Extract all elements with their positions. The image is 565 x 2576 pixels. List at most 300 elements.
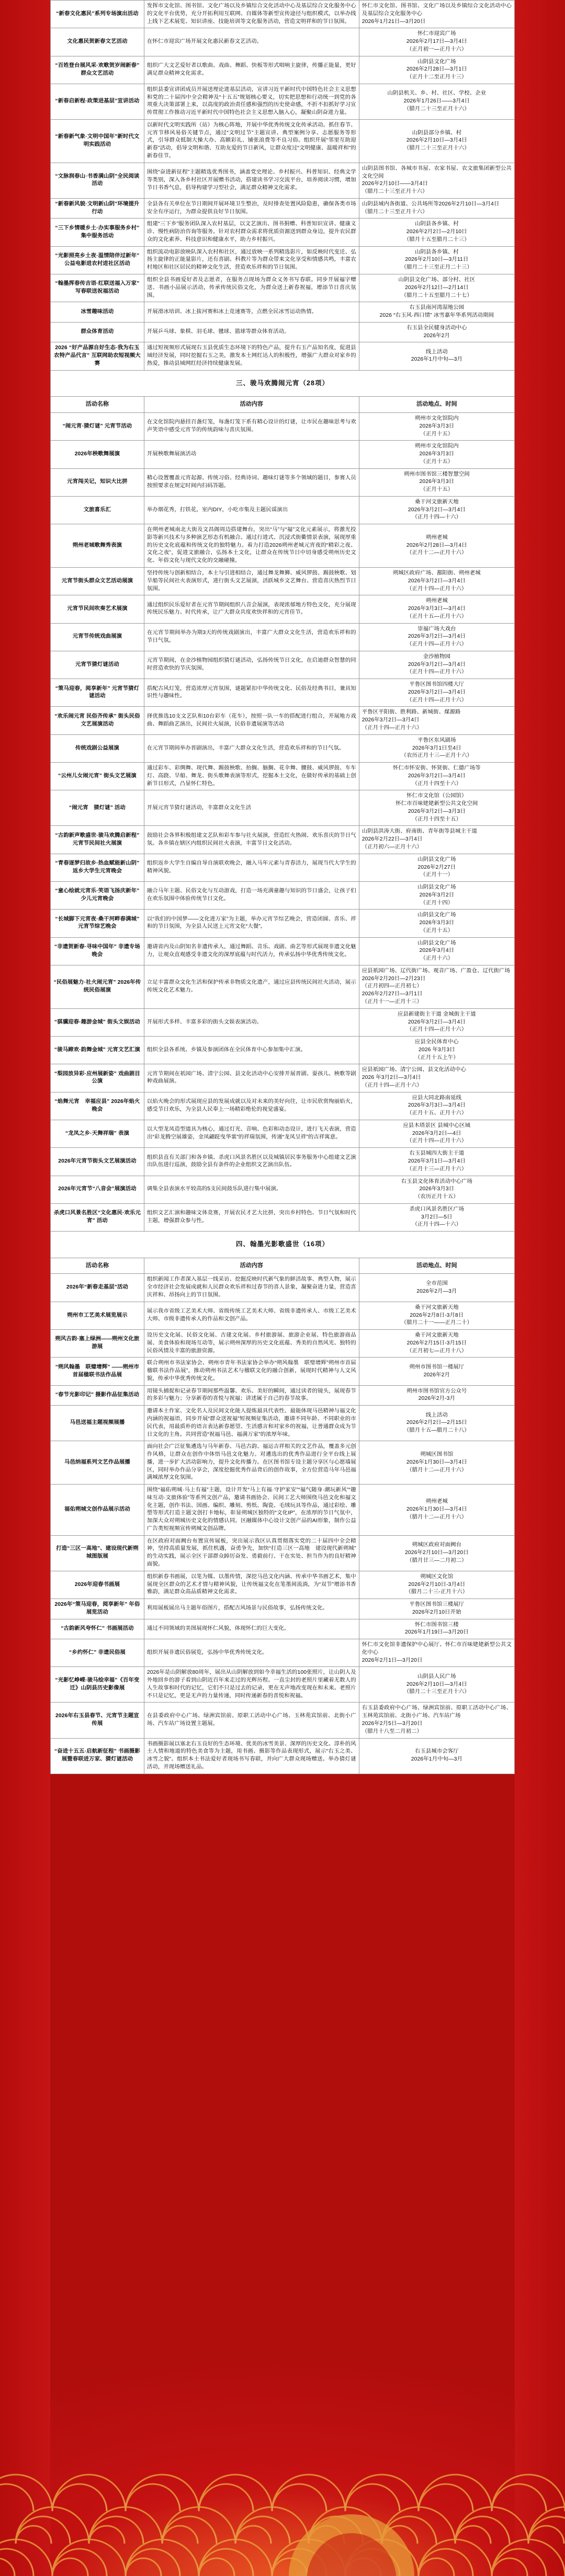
activity-content: 组织县委宣讲团成员开展送理论进基层活动，宣讲习近平新时代中国特色社会主义思想和党的二十届四中全会精神及“十五五”规划核心要义，切实把思想和行动统一到党的各项重大决策部署上来，以高度的政治责任感和强烈的历史使命感，不折不扣抓好学习宣传贯彻工作推动习近平新时代中国特色社会主义思想入脑入心，凝聚山阴奋进力量。: [144, 84, 359, 119]
place-time-line: 山阴县文化广场、部分村、社区: [398, 277, 476, 283]
place-time-line: 2026 年3月2日—3月4日: [361, 1075, 421, 1081]
place-time-line: 右玉县全民健身活动中心: [406, 325, 467, 331]
gold-wave-pattern: [0, 2404, 565, 2576]
column-header-row: [51, 397, 515, 413]
column-header-2: 活动地点、时间: [359, 1258, 514, 1274]
place-time-line: 2026年3月2日—3月4日: [408, 578, 466, 584]
activity-name: “新春文化惠民”系列专场演出活动: [51, 1, 144, 28]
place-time-line: 应县木塔景区 县城中心区域: [403, 1122, 471, 1129]
activity-content: 组建“三下乡”服务团队深入农村基层，以文艺演出、图书捐赠、科普知识宣讲、健康义诊、慢性病防治咨询等服务。针对农村群众需求将优质资源送到群众身边，提升农民群众的文化素养、科技意识和健康水平，助力乡村振兴。: [144, 218, 359, 246]
place-time-line: 2026年2月17日—3月4日: [406, 39, 467, 45]
place-time-line: （腊月二十三至正月十六）: [361, 189, 428, 195]
activity-name: 2026年“新春走基层”活动: [51, 1274, 144, 1302]
place-time-line: 朔城区文化馆: [420, 1573, 454, 1580]
activity-row: [51, 1, 515, 28]
place-time-line: 2026年2月27日—3月1日: [361, 991, 423, 997]
activity-content: 面向社会广泛征集遴选与马年新春、马邑古韵、福运吉祥相关的文艺作品，覆盖多元创作风格，让群众在创作中体悟马邑文化魅力。对遴选出的优秀作品进行全平台线上展播，进一步扩大活动影响力，提升文化传播力。在区图书馆专设主题分享区与心愿墙展区，同时举办作品分享会，深度挖掘优秀作品背后的创作故事，全方位营造马年马邑福满城浓厚文化氛围。: [144, 1441, 359, 1485]
activity-content: 择优推选10支文艺队和10台彩车（花车），按照一队一车的搭配进行组合，开展地方戏曲、舞蹈曲艺演出，民间社火展演，民俗非遗展演等活动: [144, 707, 359, 734]
place-time-line: 2026年3月3日: [419, 1186, 455, 1192]
column-header-2: 活动地点、时间: [359, 397, 514, 413]
place-time-line: 朔城区政府广场、鄯阳街、朔州老城: [392, 570, 481, 576]
activity-name: 杀虎口风景名胜区“文化惠民·欢乐元宵” 活动: [51, 1203, 144, 1231]
activity-row: [51, 910, 515, 937]
activity-name: 福佑朔城文创作品展示活动: [51, 1485, 144, 1536]
activity-schedule-sheet: [50, 0, 515, 1774]
activity-name: 元宵闯关记，知识大比拼: [51, 468, 144, 496]
place-time-line: （正月十六）: [420, 956, 454, 962]
place-time-line: 2026年2月10日开始: [412, 1609, 461, 1615]
activity-place-time: [359, 56, 514, 84]
activity-content: 通过不同领域的美图展现怀仁风貌，体现怀仁的巨大变化。: [144, 1619, 359, 1639]
place-time-line: （腊月二十三至正月二十三）: [401, 264, 473, 271]
activity-content: 在元宵节期间举办晋剧演出，丰富广大群众文化生活，营造欢乐祥和的节日气氛。: [144, 734, 359, 762]
activity-row: [51, 1599, 515, 1619]
activity-name: “长城脚下元宵夜·桑干河畔春满城” 元宵节综艺晚会: [51, 910, 144, 937]
place-time-line: 2026年2月10日—3月4日: [406, 1681, 467, 1687]
activity-row: [51, 1738, 515, 1774]
activity-name: 2026 “好产品源自好生态·我为右玉农特产品代言” 互联网助农短视频大赛: [51, 342, 144, 370]
activity-name: “闹元宵·猜灯谜” 元宵节活动: [51, 412, 144, 440]
place-time-line: 山阴县机关、乡、村、社区、学校、企业: [387, 90, 487, 97]
place-time-line: 平鲁区东风剧场: [417, 737, 456, 743]
activity-row: [51, 965, 515, 1008]
activity-row: [51, 651, 515, 678]
activity-name: 2026年“策马迎春，阅享新年” 年俗展览活动: [51, 1599, 144, 1619]
activity-row: [51, 1703, 515, 1738]
place-time-line: （正月十四至十五）: [412, 816, 462, 822]
activity-row: [51, 937, 515, 965]
activity-row: [51, 1485, 515, 1536]
activity-row: [51, 1358, 515, 1385]
activity-content: 开展形式多样、丰富多彩的街头文娱表演活动。: [144, 1008, 359, 1036]
place-time-line: 桑干河文旅新天地: [414, 1332, 459, 1339]
place-time-line: （正月十五—正月十六）: [406, 613, 467, 619]
activity-content: 邀请省内及山阴知名非遗传承人，通过舞蹈、音乐、戏剧、曲艺等形式展现非遗文化魅力，让观众直观感受非遗文化的深厚底蕴与时代活力，传承弘扬中华优秀传统文化。: [144, 937, 359, 965]
activity-name: 传统戏剧公益展演: [51, 734, 144, 762]
bottom-glow: [0, 2304, 565, 2576]
activity-content: 展示我市省级工艺美术大师、省级传统工艺美术大师、省级非遗传承人、市级工艺美术大师、市级非遗传承人的作品和文创产品。: [144, 1302, 359, 1329]
place-time-line: 金沙植物园: [423, 653, 451, 660]
place-time-line: 桑干河文旅新天地: [414, 1304, 459, 1310]
place-time-line: 2026年2月10日—3月4日: [406, 137, 467, 144]
activity-place-time: [359, 1302, 514, 1329]
place-time-line: 2026年2月20日—2月23日: [361, 975, 426, 982]
activity-content: 通过彩车、彩绸舞、现代舞、踢鼓秧歌、抬搁、脑搁、花伞舞、腰鼓、威风锣鼓、车车灯、高跷、旱船、舞龙、街头歌舞表演等形式，挖掘本土文化，在做好传承的基础上创新节目形式，凸显怀仁特色。: [144, 763, 359, 790]
activity-row: [51, 623, 515, 651]
place-time-line: 2026年2月10日—3月20日: [404, 1549, 469, 1556]
place-time-line: （正月十四—正月十六）: [361, 725, 423, 731]
activity-place-time: [359, 1358, 514, 1385]
activity-place-time: [359, 246, 514, 274]
section-title: 四、翰墨光影歌盛世（16项）: [51, 1232, 515, 1258]
activity-row: [51, 468, 515, 496]
activity-content: 坚持传统与创新相结合，本土与引进相结合，通过舞龙舞狮、威风锣鼓、踢鼓秧歌、划旱船等民间社火表演形式，进行街头文艺展演，活跃城乡文艺舞台、营造喜庆热烈节日氛围。: [144, 568, 359, 595]
place-time-line: 2026年3月2日—3月4日: [408, 773, 466, 779]
left-red-border: [0, 0, 50, 2576]
place-time-line: 2026年1月26日——3月4日: [403, 98, 470, 105]
place-time-line: 平鲁区图书馆四楼大厅: [409, 682, 465, 688]
activity-row: [51, 734, 515, 762]
activity-content: 举办烟花秀，打铁花，室内DIY，小吃市集及主题民谣演出: [144, 496, 359, 524]
activity-content: 精心设置覆盖元宵起源、传统习俗、经典诗词、趣味灯谜等多个领域的题目，参赛人员按照要求在规定时间内扫码答题。: [144, 468, 359, 496]
place-time-line: 桑干河文旅新天地: [414, 499, 459, 505]
activity-row: [51, 1274, 515, 1302]
place-time-line: 2026年3月2日—3月3日: [408, 808, 466, 814]
place-time-line: 2026年2月28日—3月1日: [406, 66, 467, 73]
place-time-line: 朔州老城: [425, 1499, 448, 1505]
activity-name: “新春新气象·文明中国年”新时代文明实践活动: [51, 119, 144, 163]
section-title-row: [51, 1232, 515, 1258]
place-time-line: 平鲁区平阳街、胜利路、新城街、煤源路: [361, 709, 461, 716]
activity-name: “闹元宵 猜灯谜” 活动: [51, 790, 144, 826]
activity-content: 围绕“奋进新征程”主题精选优秀图书，涵盖党史理论、乡村振兴、科普知识、经典文学等类别，深入各乡村社区开展赠书活动，搭建读书学习交流平台，培养阅读习惯，增加节日书香气息，倡导构建学习型社会，满足群众精神文化需求。: [144, 163, 359, 198]
activity-name: 冰雪趣味活动: [51, 302, 144, 323]
activity-row: [51, 342, 515, 370]
place-time-line: 2026年3月2日—3月4日: [408, 689, 466, 695]
place-time-line: （腊月二十三至正月十六）: [403, 1689, 470, 1695]
place-time-line: 朔城区政府对面阙台: [412, 1542, 462, 1548]
place-time-line: 怀仁市文化馆（公园馆）: [406, 793, 467, 799]
activity-row: [51, 826, 515, 854]
activity-place-time: [359, 937, 514, 965]
place-time-line: 2026年2月10日——3月4日: [361, 181, 428, 187]
activity-content: 以大型龙凤造型道具为核心，通过灯光、音响、色彩和动态设计，进行飞天表演，营造出“彩龙腾空展雄姿，金凤翩跹曳华裳”的祥瑞氛围，传递“龙凤呈祥”的吉祥寓意。: [144, 1120, 359, 1147]
activity-content: 在朔州老城南北大街及文昌阁周边搭建舞台，突出“马”与“福”文化元素展示，将激光投影等新兴技术与多种演艺形态有机融合。通过行进式、沉浸式街衢情景表演，展现厚重的历史文化底蕴和传统文化的独特魅力。着力打造2026朔州老城元宵夜的“精彩之夜、文化之夜”，促进文旅融合，弘扬本土文化，让群众在传统节日中切身感受朔州历史文化、年俗文化与现代文化的交融碰撞。: [144, 524, 359, 568]
place-time-line: 怀仁市迎宾广场: [417, 31, 456, 37]
place-time-line: 2026年3月3日: [419, 451, 455, 457]
place-time-line: 2026年1月21日—3月20日: [361, 18, 426, 25]
place-time-line: 怀仁市文化馆、图书馆、文化广场以及乡镇综合文化活动中心及基层综合文化服务中心: [361, 3, 512, 17]
activity-content: 在怀仁市迎宾广场开展文化惠民新春文艺活动。: [144, 28, 359, 56]
activity-place-time: [359, 28, 514, 56]
place-time-line: 2026年3月2日—3月4日: [408, 1019, 466, 1025]
place-time-line: 2026年3月2日—3月4日: [408, 507, 466, 513]
activity-row: [51, 524, 515, 568]
place-time-line: 2026年3月2日—3月4日: [408, 661, 466, 668]
activity-row: [51, 412, 515, 440]
place-time-line: 2026年2月8日-3月8日: [410, 1312, 464, 1318]
activity-place-time: [359, 1, 514, 28]
place-time-line: 2026年2月22日—3月4日: [361, 836, 423, 843]
place-time-line: （正月初一—正月十六）: [406, 46, 467, 52]
activity-row: [51, 763, 515, 790]
activity-place-time: [359, 1092, 514, 1120]
place-time-line: 应县祇园广场、辽代街广场、观音广场、广盈仓、辽代街广场: [361, 968, 510, 974]
place-time-line: （腊月二十三至正月十六）: [361, 209, 428, 215]
activity-row: [51, 1120, 515, 1147]
place-time-line: 2026年1月30日—3月4日: [406, 1506, 467, 1512]
activity-content: 组织流动电影放映队深入农村和社区，通过放映一系列精选影片，如反映时代变迁、弘扬主旋律的正能量影片，还有喜剧、科教片等为群众带来文化享受和情感共鸣，丰富农村地区和社区居民的精神文化生活，营造欢乐祥和的节日氛围。: [144, 246, 359, 274]
place-time-line: 朔州市图书馆一楼展厅: [409, 1364, 465, 1370]
activity-name: “文脉润春山·书香满山阴”全民阅读活动: [51, 163, 144, 198]
place-time-line: 2026年2月: [423, 1372, 450, 1378]
place-time-line: 2026年1月中旬—3月: [411, 1756, 462, 1763]
activity-name: 元宵节街头群众文艺活动展演: [51, 568, 144, 595]
place-time-line: 2026年3月3日—3月4日: [408, 606, 466, 612]
place-time-line: （正月十四至十六）: [412, 780, 462, 787]
place-time-line: 平鲁区图书馆三楼展厅: [409, 1602, 465, 1608]
activity-name: “新春启新程·政策进基层”宣讲活动: [51, 84, 144, 119]
place-time-line: （腊月二十一——正月二十）: [401, 1320, 473, 1326]
place-time-line: （正月十四—正月十六）: [406, 1027, 467, 1033]
place-time-line: 2026年1月19日—3月20日: [404, 1629, 469, 1636]
column-header-0: 活动名称: [51, 397, 144, 413]
place-time-line: 应县新建街主干道 金城街主干道: [397, 1011, 476, 1017]
activity-place-time: [359, 790, 514, 826]
activity-place-time: [359, 707, 514, 734]
place-time-line: 2026年2月—3月: [416, 1288, 457, 1294]
place-time-line: 2026年3月4日: [419, 948, 455, 954]
activity-place-time: [359, 1535, 514, 1571]
activity-row: [51, 1330, 515, 1358]
activity-content: 联合朔州市书法家协会、朔州市青年书法家协会举办“朔风翰墨 联璧增辉”朔州市首届楹联书法作品展”，推动朔州书法艺术与楹联文化的融合创新，展现时代精神与人文风貌，传承中华优秀传统文化。: [144, 1358, 359, 1385]
activity-place-time: [359, 965, 514, 1008]
activity-content: 组织文艺汇演和趣味文体竞赛，开展农民才艺大比拼，突出乡村特色、节日气氛和时代主题，增强群众参与性。: [144, 1203, 359, 1231]
place-time-line: （正月十四—正月十六）: [406, 697, 467, 703]
activity-name: 2026年元宵节街头文艺展演活动: [51, 1148, 144, 1176]
place-time-line: 山阴县图书馆、各城市书屋、农家书屋、农文旅集团新型公共文化空间: [361, 165, 512, 179]
activity-place-time: [359, 274, 514, 302]
place-time-line: 怀仁市图书馆三楼: [414, 1622, 459, 1628]
place-time-line: 2026年3月2日—4日: [412, 1130, 461, 1136]
activity-row: [51, 1619, 515, 1639]
right-red-border: [515, 0, 565, 2576]
place-time-line: （正月十四—正月十六）: [361, 1082, 423, 1088]
activity-name: “朔风翰墨 联璧增辉” ——朔州市首届楹联书法作品展: [51, 1358, 144, 1385]
place-time-line: 2026年2月2日—2月10日: [406, 229, 467, 235]
activity-place-time: [359, 412, 514, 440]
place-time-line: （正月十四—十六）: [412, 514, 462, 521]
activity-place-time: [359, 763, 514, 790]
activity-name: “焰舞元宵 幸福应县” 2026年焰火晚会: [51, 1092, 144, 1120]
activity-content: 书画摄影展以塞北右玉良好的生态环境、优美的冰雪美景、深厚的历史文化、淳朴的风土人情和地道的特色美食等为主题，用书画、摄影等作品表现形式，展示“右玉之美、冰雪之貌”。组织本土书法爱好者现场书写春联，并向广大群众现场赠送。举办猜灯谜活动，并现场赠送礼品。: [144, 1738, 359, 1774]
place-time-line: 右玉县城四大街主干道: [409, 1151, 465, 1157]
place-time-line: （腊月十二—正月十六）: [406, 1514, 467, 1520]
activity-name: “民俗展魅力·社火闹元宵” 2026年传统民俗展演: [51, 965, 144, 1008]
place-time-line: 2026年3月3日: [419, 423, 455, 429]
activity-place-time: [359, 1037, 514, 1064]
activity-place-time: [359, 568, 514, 595]
activity-place-time: [359, 441, 514, 468]
activity-content: 邀请本土作家、文化名人及民间文化能人提炼最具代表性、最能体现马邑精神与福文化内涵的祝福语，同步开展“群众送祝福”短视频征集活动，邀请不同年龄、不同职业的市民代表，用最质朴的语言表达新春愿望、生活感言和对家乡的祝福，让普通群众成为节日文化的主角。共同营造“祝福马邑、福满万家”的浓厚年味。: [144, 1406, 359, 1441]
activity-row: [51, 882, 515, 910]
place-time-line: 2026年2月12日—2月14日: [404, 284, 469, 291]
activity-place-time: [359, 84, 514, 119]
place-time-line: （腊月廿三—二月初二）: [406, 1557, 467, 1563]
activity-content: 用镜头捕捉和记录春节期间那些温馨、欢乐、美好的瞬间，通过读者的镜头，展现春节的多彩与魅力；分享新春的喜悦与祝福；讲述属于自己的春节故事。: [144, 1385, 359, 1406]
activity-content: 利用展板展出马主题年俗图片，搭配古风场景与民俗故事，弘扬传统文化。: [144, 1599, 359, 1619]
place-time-line: 线上活动: [425, 349, 448, 355]
activity-place-time: [359, 679, 514, 707]
activity-place-time: [359, 1148, 514, 1176]
activity-row: [51, 1385, 515, 1406]
activity-content: 组织返乡大学生自编自导自演联欢晚会，融入马年元素与青春活力，展现当代大学生的精神风貌。: [144, 854, 359, 881]
activity-name: 打造“三区一高地”、建设现代新朔城图版展: [51, 1535, 144, 1571]
activity-place-time: [359, 496, 514, 524]
place-time-line: 2026年2月: [423, 332, 450, 339]
place-time-line: （正月十五、正月十六）: [406, 1110, 467, 1117]
activity-name: “三下乡情暖乡土·办实事服务乡村”集中服务活动: [51, 218, 144, 246]
activity-content: 鼓励社会各界积极组建文艺队和彩车参与社火展演，营造红火热闹、欢乐喜庆的节日气氛。各乡镇在辖区内组织民间社火表演，丰富节日文化活动。: [144, 826, 359, 854]
activity-name: 文旅喜乐汇: [51, 496, 144, 524]
place-time-line: 朔州市图书馆官方公众号: [406, 1388, 467, 1394]
place-time-line: （正月初六—正月十六）: [361, 844, 423, 850]
activity-row: [51, 568, 515, 595]
activity-content: 开展元宵节猜灯谜活动，丰富群众文化生活: [144, 790, 359, 826]
place-time-line: 2026年3月1日—3月4日: [408, 1158, 466, 1164]
place-time-line: 线上活动: [425, 1412, 448, 1418]
place-time-line: （腊月二十三-正月十六）: [405, 1589, 468, 1595]
activity-row: [51, 1092, 515, 1120]
activity-place-time: [359, 1274, 514, 1302]
activity-name: 马邑送福主题视频展播: [51, 1406, 144, 1441]
activity-row: [51, 1406, 515, 1441]
activity-name: “非遗贺新春·寻味中国年” 非遗专场晚会: [51, 937, 144, 965]
place-time-line: 2026年3月3日: [419, 479, 455, 485]
place-time-line: 怀仁市怀安街、怀贤街、仁德广场等: [392, 765, 481, 772]
activity-place-time: [359, 1385, 514, 1406]
activity-place-time: [359, 1485, 514, 1536]
section-title-row: [51, 370, 515, 397]
activity-row: [51, 1064, 515, 1092]
place-time-line: 右玉县文化体育活动中心广场: [401, 1178, 473, 1184]
place-time-line: 全市范围: [425, 1280, 448, 1286]
place-time-line: 右玉县委政府中心广场、绿洲宾馆前、原职工活动中心广场、玉林苑宾馆前、北街小广场、汽车站广场: [361, 1705, 512, 1719]
column-header-row: [51, 1258, 515, 1274]
activity-place-time: [359, 302, 514, 323]
activity-row: [51, 302, 515, 323]
place-time-line: 山阴县部分乡镇、村: [412, 130, 462, 136]
place-time-line: （正月十二—正月十六）: [406, 550, 467, 556]
activity-row: [51, 1667, 515, 1703]
activity-name: 2026年迎春书画展: [51, 1571, 144, 1598]
activity-place-time: [359, 1176, 514, 1203]
activity-name: 朔州老城歌舞秀表演: [51, 524, 144, 568]
place-time-line: （正月十五）: [420, 431, 454, 437]
activity-place-time: [359, 163, 514, 198]
place-time-line: 2026年3月2日—3月4日: [408, 634, 466, 640]
activity-place-time: [359, 468, 514, 496]
place-time-line: （正月初七—正月十八）: [406, 1348, 467, 1354]
place-time-line: 2026年2月28日—3月4日: [406, 542, 467, 548]
place-time-line: 朔州老城: [425, 534, 448, 540]
activity-row: [51, 854, 515, 881]
activity-name: 马邑纳福系列文艺作品展播: [51, 1441, 144, 1485]
activity-name: 2026年元宵节“八音会”展演活动: [51, 1176, 144, 1203]
activity-name: 2026年右玉县春节、元宵节主题宣传展: [51, 1703, 144, 1738]
activity-content: 开展秧歌舞展演活动: [144, 441, 359, 468]
activity-content: 组织全县书画爱好者及志愿者，在服务点现场为群众义务书写春联。同步开展福字赠送、书画小品展示活动，传承传统民俗文化，为群众送上新春祝福，增添节日喜庆氛围。: [144, 274, 359, 302]
activity-row: [51, 441, 515, 468]
activity-place-time: [359, 1441, 514, 1485]
place-time-line: 2026年3月3日—3月4日: [408, 1102, 466, 1109]
activity-row: [51, 1302, 515, 1329]
place-time-line: （农历正月十五）: [414, 1194, 459, 1200]
place-time-line: （正月十二至正月十三）: [406, 74, 467, 80]
place-time-line: （腊月十二—正月十六）: [406, 1467, 467, 1473]
place-time-line: （正月初四—正月初七）: [361, 983, 423, 990]
activity-place-time: [359, 1667, 514, 1703]
activity-place-time: [359, 1330, 514, 1358]
place-time-line: （正月十四—正月十六）: [406, 669, 467, 675]
activity-row: [51, 496, 515, 524]
activity-row: [51, 1037, 515, 1064]
place-time-line: （腊月十五至腊月二十三）: [403, 236, 470, 243]
activity-place-time: [359, 826, 514, 854]
activity-place-time: [359, 623, 514, 651]
activity-place-time: [359, 1008, 514, 1036]
activity-place-time: [359, 1703, 514, 1738]
activity-content: 立足丰富群众文化生活和保护传承非物质文化遗产，通过应县传统民间社火活动，展示传统文化艺术魅力。: [144, 965, 359, 1008]
place-time-line: 右玉县城市会客厅: [414, 1749, 459, 1755]
activity-row: [51, 1535, 515, 1571]
activity-content: 组织新闻工作者深入基层一线采访、挖掘反映时代新气象的鲜活故事、典型人物，展示全市经济社会发展成就和人民群众欢乐祥和过春节的喜人景象，凝聚奋进力量，营造喜庆祥和、昂扬向上的节日氛围。: [144, 1274, 359, 1302]
place-time-line: 山阴县文化广场: [417, 884, 456, 891]
activity-name: “青春逐梦归故乡·热血赋能新山阴” 返乡大学生元宵晚会: [51, 854, 144, 881]
place-time-line: （正月十四—正月十六）: [406, 641, 467, 648]
activity-content: 组织全县各系统、乡镇及参演团体在全民体育中心参加集中汇演。: [144, 1037, 359, 1064]
activity-name: “骐骥迎春·趣游金城” 街头文娱活动: [51, 1008, 144, 1036]
place-time-line: 2026 “右玉风·西口情” 冰雪嘉年华系列活动期间: [379, 313, 494, 319]
activity-place-time: [359, 1203, 514, 1231]
place-time-line: 2026年2月10日-3月4日: [408, 1581, 466, 1588]
activity-content: 元宵节期间，在金沙植物园组织猜灯谜活动，弘扬传统节日文化，在启迪群众智慧的同时营造欢快的节庆氛围。: [144, 651, 359, 678]
activity-content: 在文化馆院内悬挂百盏灯笼，每盏灯笼下系有精心设计的灯谜，让市民在趣味思考与欢声笑语中感受元宵节的传统韵味与喜庆氛围。: [144, 412, 359, 440]
activity-place-time: [359, 1738, 514, 1774]
activity-content: 组织县直有关部门和各乡镇、杀虎口风景名胜区以及城镇居民事务服务中心组建文艺演出队伍进行巡演，鼓励全县有条件的企业组织文艺演出队伍。: [144, 1148, 359, 1176]
place-time-line: 山阴县文化广场: [417, 856, 456, 862]
activity-name: “百姓登台展风采·欢歌贺岁闹新春”群众文艺活动: [51, 56, 144, 84]
activity-name: “梨园放异彩·应州展新姿” 戏曲剧目公演: [51, 1064, 144, 1092]
activity-name: 朔州市工艺美术展览展示: [51, 1302, 144, 1329]
place-time-line: 2026年2月2日—2月15日: [406, 1420, 467, 1426]
activity-content: 通过组织民乐爱好者在元宵节期间组织八音会展演，表现浓郁地方特色文化，充分展现传统民乐魅力、时代传承，让广大群众共度欢快祥和的元宵佳节。: [144, 595, 359, 623]
activity-content: 在元宵节期间举办为期3天的传统戏剧演出，丰富广大群众文化生活，营造欢乐祥和的节日气氛。: [144, 623, 359, 651]
column-header-1: 活动内容: [144, 1258, 359, 1274]
activity-row: [51, 1148, 515, 1176]
activity-content: 设历史文化展、民俗文化展、古建文化展、乡村旅游展、旅游企业展、特色旅游商品展、美食体验和现场互动等，展示朔州深厚的历史文化底蕴、秀美的自然风光、独特的民俗风情及丰富的旅游资源。: [144, 1330, 359, 1358]
activity-row: [51, 246, 515, 274]
place-time-line: 2026年2月15日-3月15日: [406, 1340, 467, 1346]
place-time-line: 3月2日—5日: [421, 1214, 453, 1220]
place-time-line: （正月十五）: [420, 458, 454, 465]
activity-name: “翰墨挥春传吉语·红联送福入万家”写春联送祝福活动: [51, 274, 144, 302]
activity-content: 元宵节期间在祇园广场、清宁公园、县文化活动中心安排开展晋剧、耍孩儿、秧歌等剧种戏曲展演。: [144, 1064, 359, 1092]
activity-row: [51, 790, 515, 826]
place-time-line: 崇福广场大戏台: [417, 626, 456, 632]
place-time-line: 山阴县文化广场: [417, 59, 456, 65]
place-time-line: （腊月十五—腊月二十八）: [403, 1428, 470, 1434]
section-title: 三、骏马欢腾闹元宵（28项）: [51, 370, 515, 397]
activity-row: [51, 28, 515, 56]
activity-name: “奋进十五五·启航新征程” 书画摄影展暨春联进万家、猜灯谜活动: [51, 1738, 144, 1774]
activity-place-time: [359, 595, 514, 623]
place-time-line: 2026年1月中旬—3月: [411, 356, 462, 363]
place-time-line: 应县全民体育中心: [414, 1039, 459, 1045]
activity-row: [51, 1176, 515, 1203]
place-time-line: 2026年2月-3月: [418, 1396, 455, 1402]
place-time-line: 朔州市图书馆三楼智慧空间: [403, 471, 470, 477]
place-time-line: （正月十一—正月十三）: [361, 998, 423, 1005]
activity-place-time: [359, 119, 514, 163]
place-time-line: 2026年1月30日—3月4日: [406, 1459, 467, 1465]
place-time-line: （正月十三—正月十六）: [406, 1166, 467, 1172]
activity-content: 通过短视频形式展现右玉县优质生态环境下的特色产品，提升右玉产品知名度，促进县域经济发展，同时挖掘右玉之美，激发本土网红达人的积极性，增强广大群众对家乡的热爱，推动县域网红经济持续健康发展。: [144, 342, 359, 370]
place-time-line: （腊月十八至二月初二）: [361, 1728, 423, 1734]
activity-content: 开展滑冰培训、冰上拔河赛和冰上竞速赛等，点燃全民冰雪运动热情。: [144, 302, 359, 323]
activity-row: [51, 1008, 515, 1036]
activity-name: “乡约怀仁” 非遗民俗展: [51, 1639, 144, 1667]
